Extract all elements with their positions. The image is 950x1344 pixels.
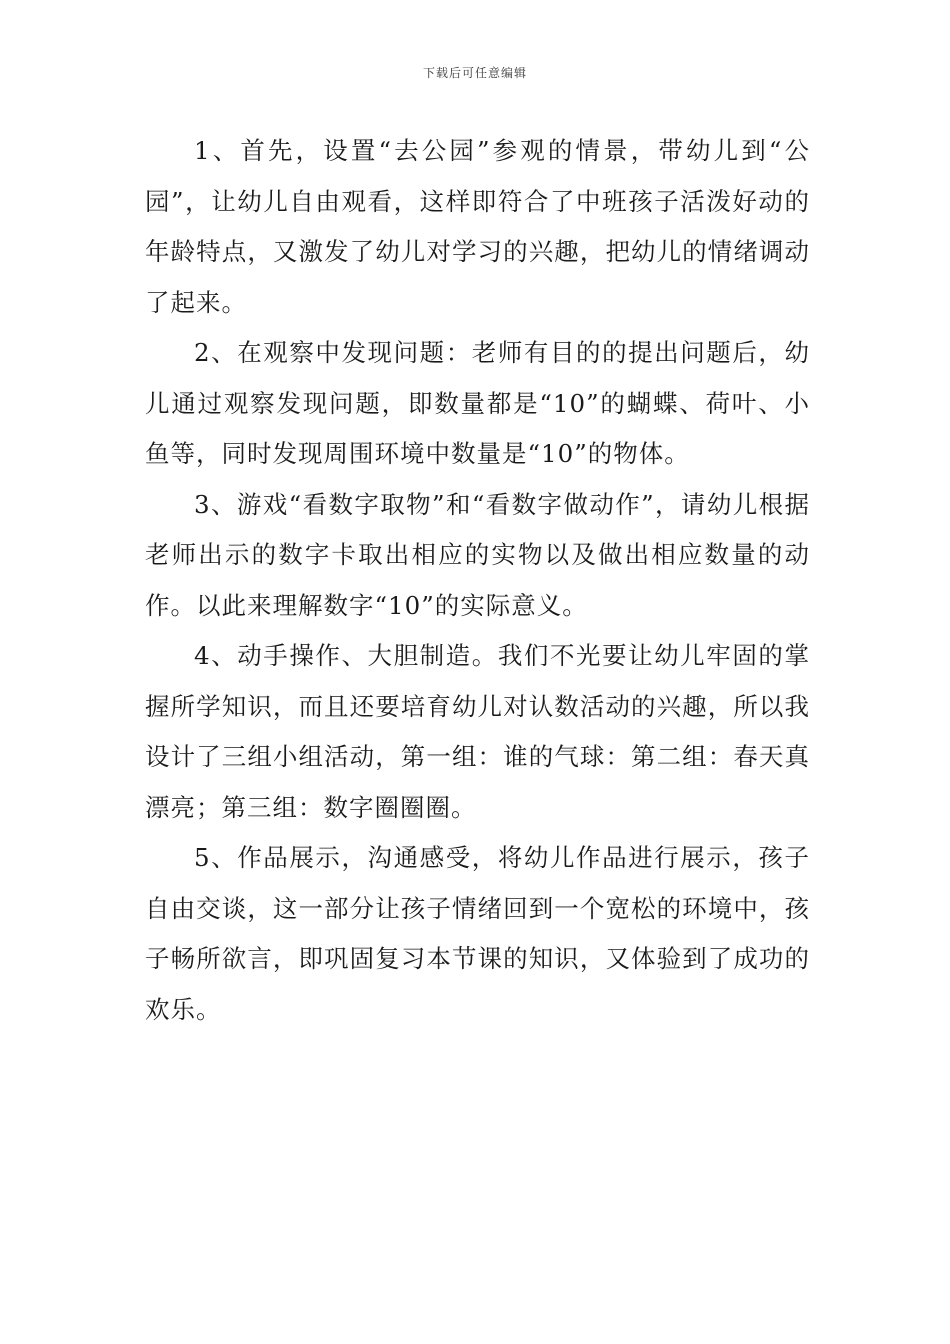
page-header: 下载后可任意编辑 <box>422 66 527 80</box>
document-body <box>145 126 810 1035</box>
paragraph-2: 2、在观察中发现问题：老师有目的的提出问题后，幼儿通过观察发现问题，即数量都是“10”的蝴蝶、荷叶、小鱼等，同时发现周围环境中数量是“10”的物体。 <box>145 338 810 468</box>
paragraph-1: 1、首先，设置“去公园”参观的情景，带幼儿到“公园”，让幼儿自由观看，这样即符合了中班孩子活泼好动的年龄特点，又激发了幼儿对学习的兴趣，把幼儿的情绪调动了起来。 <box>145 136 810 317</box>
paragraph-5: 5、作品展示，沟通感受，将幼儿作品进行展示，孩子自由交谈，这一部分让孩子情绪回到一个宽松的环境中，孩子畅所欲言，即巩固复习本节课的知识，又体验到了成功的欢乐。 <box>145 843 810 1024</box>
paragraph-3: 3、游戏“看数字取物”和“看数字做动作”，请幼儿根据老师出示的数字卡取出相应的实物以及做出相应数量的动作。以此来理解数字“10”的实际意义。 <box>145 489 810 620</box>
paragraph-4: 4、动手操作、大胆制造。我们不光要让幼儿牢固的掌握所学知识，而且还要培育幼儿对认数活动的兴趣，所以我设计了三组小组活动，第一组：谁的气球：第二组：春天真漂亮；第三组：数字圈圈圈。 <box>145 641 810 822</box>
